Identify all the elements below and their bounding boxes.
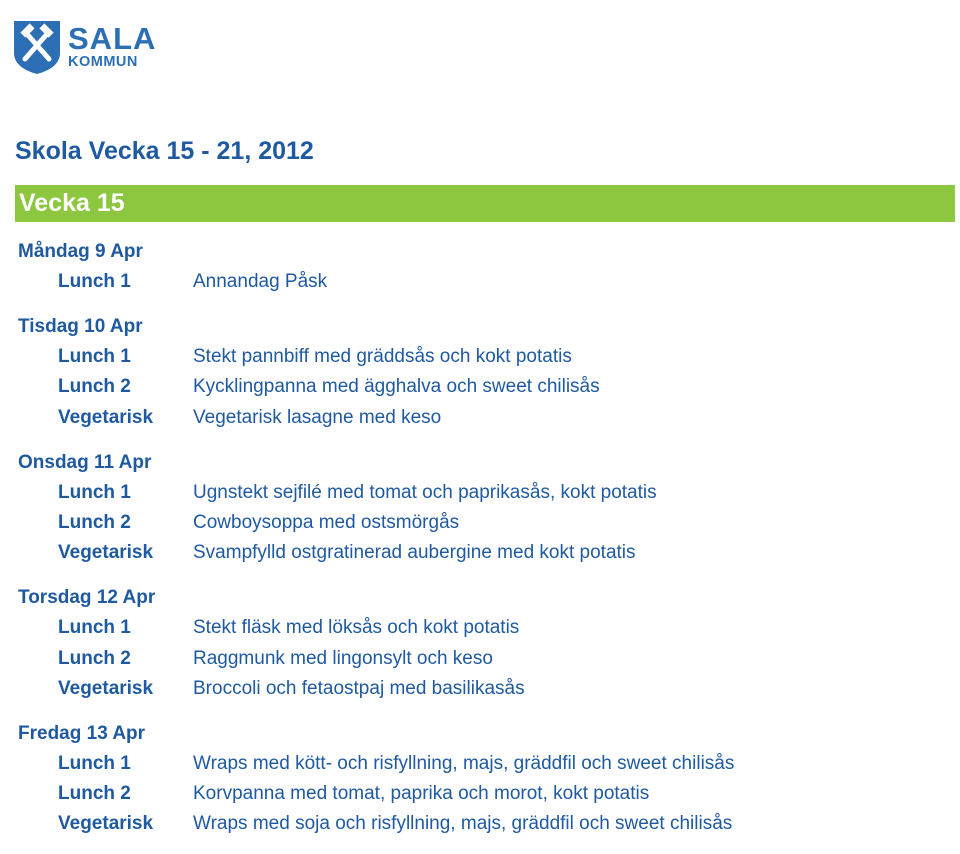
logo-name: SALA [68, 21, 157, 56]
logo-subtitle: KOMMUN [68, 54, 138, 70]
meal-description: Stekt pannbiff med gräddsås och kokt potatis [193, 346, 572, 368]
meal-description: Wraps med soja och risfyllning, majs, gräddfil och sweet chilisås [193, 813, 733, 835]
day-section [0, 448, 960, 569]
day-header: Tisdag 10 Apr [18, 316, 143, 338]
meal-type-label: Vegetarisk [58, 542, 154, 564]
logo-text [68, 21, 157, 70]
meal-type-label: Vegetarisk [58, 677, 154, 699]
meal-description: Broccoli och fetaostpaj med basilikasås [193, 677, 525, 699]
meal-description: Svampfylld ostgratinerad aubergine med kokt potatis [193, 542, 636, 564]
meal-description: Cowboysoppa med ostsmörgås [193, 511, 460, 533]
meal-row [0, 403, 960, 433]
meal-description: Korvpanna med tomat, paprika och morot, kokt potatis [193, 783, 650, 805]
day-section [0, 719, 960, 840]
meal-type-label: Lunch 1 [58, 752, 131, 774]
meal-type-label: Vegetarisk [58, 813, 154, 835]
day-section [0, 237, 960, 297]
meal-description: Stekt fläsk med löksås och kokt potatis [193, 617, 520, 639]
day-list [0, 237, 960, 854]
day-header: Torsdag 12 Apr [18, 587, 156, 609]
meal-type-label: Lunch 2 [58, 647, 131, 669]
meal-row [0, 478, 960, 508]
meal-row [0, 674, 960, 704]
meal-row [0, 644, 960, 674]
meal-type-label: Vegetarisk [58, 406, 154, 428]
meal-row [0, 613, 960, 643]
meal-description: Annandag Påsk [193, 271, 328, 292]
meal-type-label: Lunch 1 [58, 346, 131, 368]
meal-type-label: Lunch 1 [58, 271, 131, 292]
week-header-bar: Vecka 15 [15, 185, 955, 222]
meal-row [0, 749, 960, 779]
day-header: Måndag 9 Apr [18, 241, 143, 262]
day-header: Fredag 13 Apr [18, 722, 146, 744]
page-title: Skola Vecka 15 - 21, 2012 [15, 137, 314, 165]
meal-description: Wraps med kött- och risfyllning, majs, gräddfil och sweet chilisås [193, 752, 735, 774]
meal-row [0, 342, 960, 372]
meal-type-label: Lunch 2 [58, 376, 131, 398]
meal-row [0, 267, 960, 297]
meal-row [0, 779, 960, 809]
meal-description: Raggmunk med lingonsylt och keso [193, 647, 493, 669]
meal-type-label: Lunch 2 [58, 511, 131, 533]
meal-row [0, 508, 960, 538]
meal-type-label: Lunch 1 [58, 617, 131, 639]
day-header: Onsdag 11 Apr [18, 451, 152, 473]
meal-description: Vegetarisk lasagne med keso [193, 406, 442, 428]
meal-description: Kycklingpanna med ägghalva och sweet chilisås [193, 376, 600, 398]
meal-row [0, 809, 960, 839]
meal-row [0, 372, 960, 402]
day-section [0, 583, 960, 704]
meal-row [0, 538, 960, 568]
meal-description: Ugnstekt sejfilé med tomat och paprikasås, kokt potatis [193, 481, 657, 503]
meal-type-label: Lunch 2 [58, 783, 131, 805]
shield-hammers-icon [12, 19, 62, 75]
meal-type-label: Lunch 1 [58, 481, 131, 503]
sala-kommun-logo [12, 19, 156, 75]
day-section [0, 312, 960, 433]
